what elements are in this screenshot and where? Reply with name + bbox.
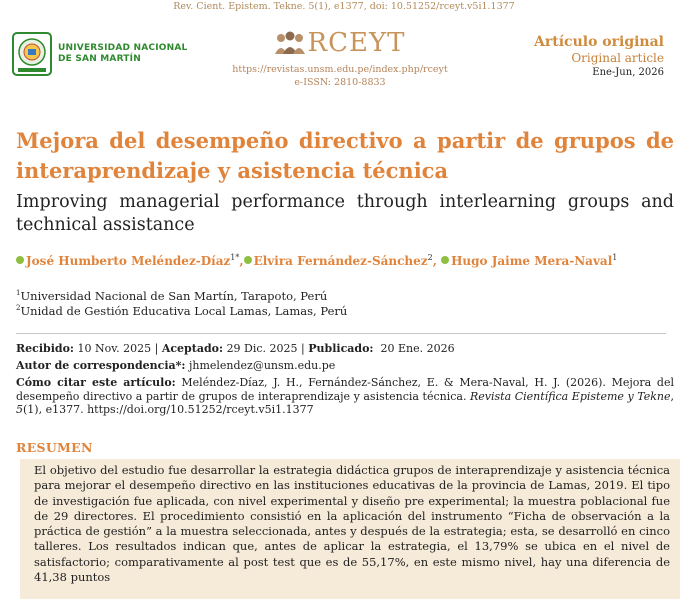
author-list: José Humberto Meléndez-Díaz$^{1*}$, Elvira Fernández-Sánchez$^2$, Hugo Jaime Mera-Naval$^1$ bbox=[16, 253, 617, 268]
correspondence: Autor de correspondencia*: jhmelendez@unsm.edu.pe bbox=[16, 359, 336, 372]
article-period: Ene-Jun, 2026 bbox=[592, 67, 664, 78]
author-sup: 1* bbox=[230, 253, 240, 262]
author-name: Elvira Fernández-Sánchez bbox=[253, 254, 428, 268]
article-type-es: Artículo original bbox=[534, 34, 664, 50]
article-subtitle: Improving managerial performance through interlearning groups and technical assistance bbox=[16, 192, 674, 235]
abstract-heading: RESUMEN bbox=[16, 440, 93, 455]
journal-name: Revista Científica Episteme y Tekne bbox=[470, 389, 671, 403]
orcid-icon[interactable] bbox=[244, 256, 252, 264]
accepted-date: 29 Dic. 2025 bbox=[226, 342, 298, 355]
author-name: José Humberto Meléndez-Díaz bbox=[26, 254, 231, 268]
published-date: 20 Ene. 2026 bbox=[380, 342, 455, 355]
abstract-text: El objetivo del estudio fue desarrollar la estrategia didáctica grupos de interaprendizaje y asistencia técnica para mejorar el desempeño directivo en las instituciones educativas de la provincia de Lamas, 2019. El tipo de investigación fue aplicada, con nivel experimental y diseño pre experimental; la muestra poblacional fue de 29 directores. El procedimiento consistió en la aplicación del instrumento “Ficha de observación a la práctica de gestión” a la muestra seleccionada, antes y después de la estrategia; esta, se desarrolló en cinco talleres. Los resultados indican que, antes de aplicar la estrategia, el 13,79% se ubica en el nivel de satisfactorio; comparativamente al post test que es de 55,17%, en este mismo nivel, hay una diferencia de 41,38 puntos bbox=[34, 463, 670, 585]
received-date: 10 Nov. 2025 bbox=[77, 342, 152, 355]
journal-citation-header: Rev. Cient. Epistem. Tekne. 5(1), e1377, doi: 10.51252/rceyt.v5i1.1377 bbox=[173, 1, 515, 12]
author-name: Hugo Jaime Mera-Naval bbox=[451, 254, 613, 268]
how-to-cite: Cómo citar este artículo: Meléndez-Díaz, J. H., Fernández-Sánchez, E. & Mera-Naval, H. J. (2026). Mejora del desempeño directivo a partir de grupos de interaprendizaje y asistencia técnica. Revista Científica Episteme y Tekne, 5(1), e1377. https://doi.org/10.51252/rceyt.v5i1.1377 bbox=[16, 376, 674, 416]
university-name-line2: DE SAN MARTÍN bbox=[58, 54, 141, 64]
article-dates: Recibido: 10 Nov. 2025 | Aceptado: 29 Dic. 2025 | Publicado: 20 Ene. 2026 bbox=[16, 342, 455, 355]
citation-doi[interactable]: (1), e1377. https://doi.org/10.51252/rceyt.v5i1.1377 bbox=[23, 403, 314, 416]
rceyt-people-icon bbox=[275, 30, 305, 56]
journal-issn: e-ISSN: 2810-8833 bbox=[294, 77, 386, 88]
university-name-line1: UNIVERSIDAD NACIONAL bbox=[58, 43, 188, 53]
author-sup: 1 bbox=[612, 253, 618, 262]
affiliation-1: $^1$Universidad Nacional de San Martín, Tarapoto, Perú bbox=[16, 289, 328, 303]
correspondence-email[interactable]: jhmelendez@unsm.edu.pe bbox=[188, 359, 336, 372]
journal-brand bbox=[270, 28, 410, 58]
journal-url-link[interactable]: https://revistas.unsm.edu.pe/index.php/rceyt bbox=[232, 64, 448, 75]
author-sup: 2 bbox=[427, 253, 433, 262]
divider bbox=[16, 333, 666, 334]
journal-brand-name: RCEYT bbox=[307, 28, 406, 58]
orcid-icon[interactable] bbox=[16, 256, 24, 264]
orcid-icon[interactable] bbox=[441, 256, 449, 264]
article-type-en: Original article bbox=[571, 51, 664, 65]
article-type-block bbox=[534, 34, 664, 78]
article-title: Mejora del desempeño directivo a partir de grupos de interaprendizaje y asistencia técnica bbox=[16, 128, 674, 183]
affiliation-2: $^2$Unidad de Gestión Educativa Local Lamas, Lamas, Perú bbox=[16, 304, 348, 318]
